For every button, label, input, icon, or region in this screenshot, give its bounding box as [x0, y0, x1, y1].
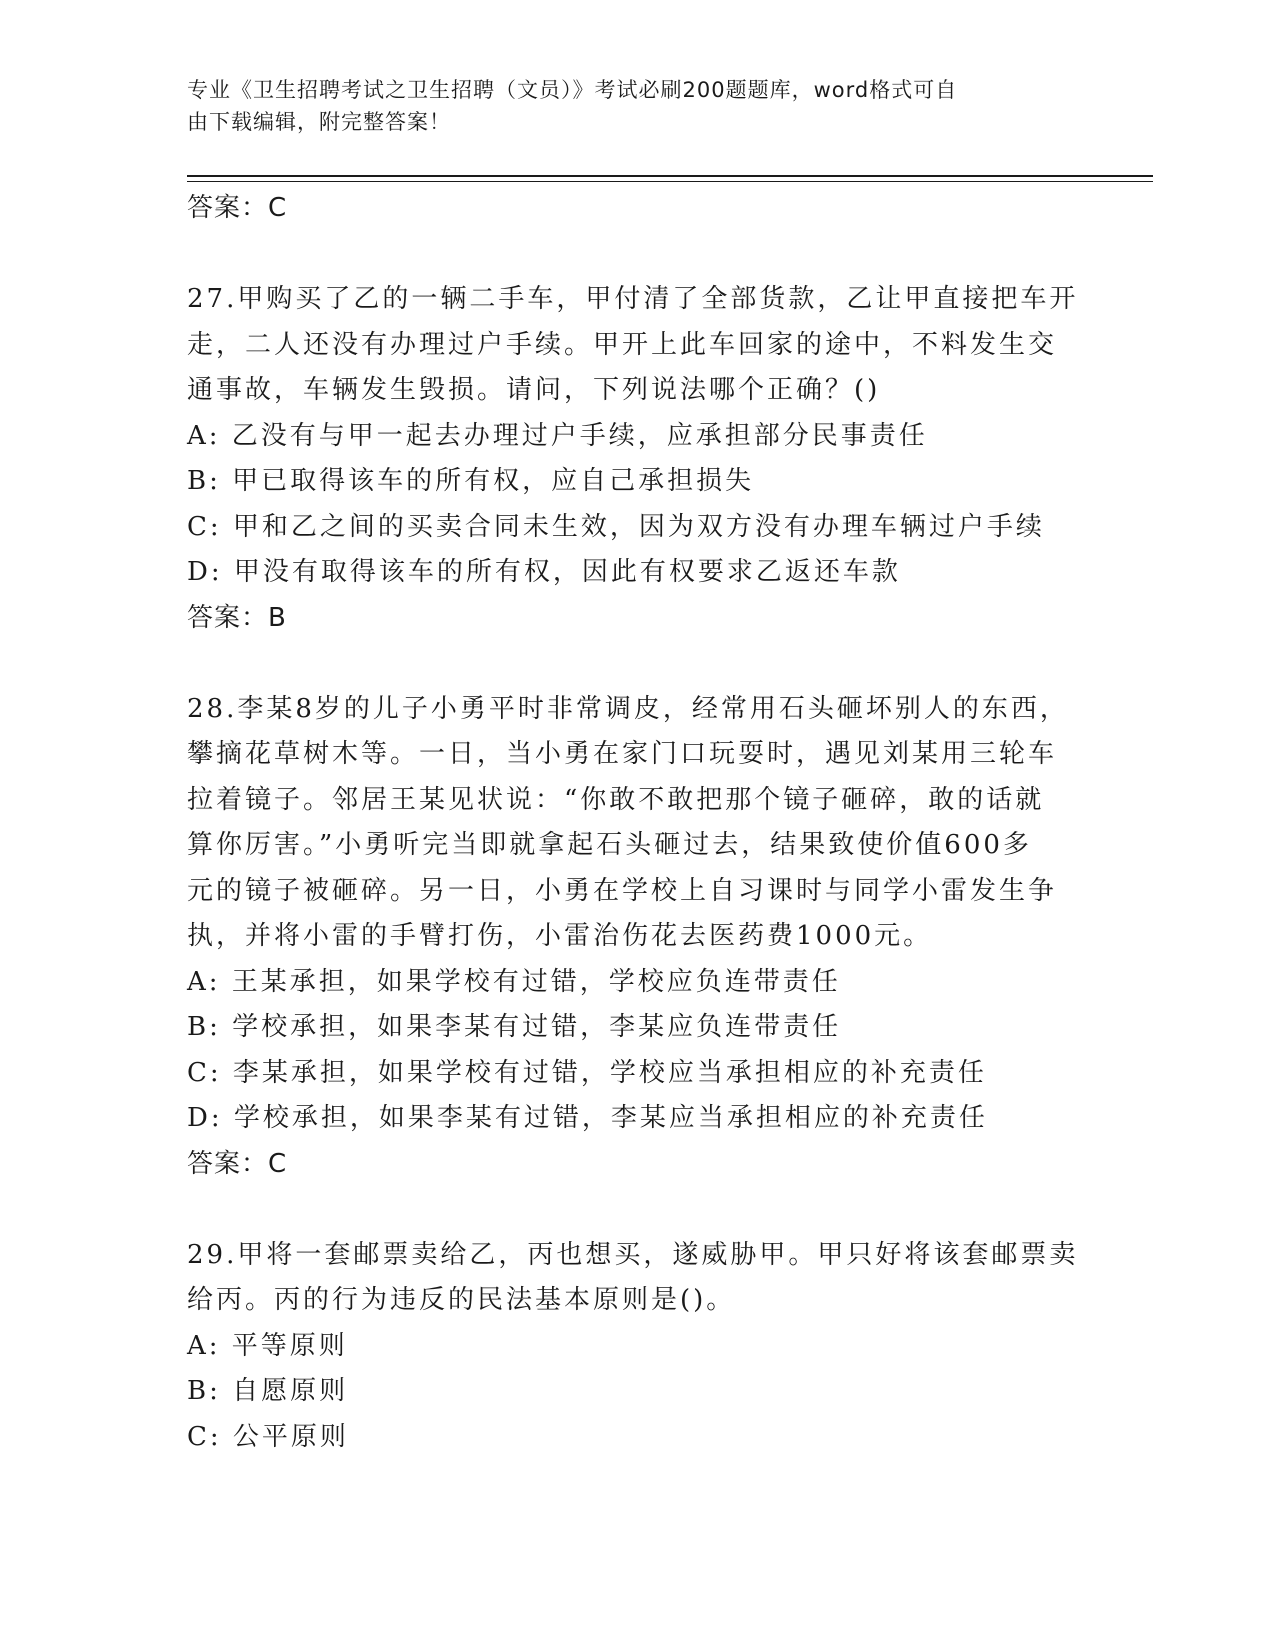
- option-a: A: 乙没有与甲一起去办理过户手续，应承担部分民事责任: [187, 420, 928, 451]
- answer-line: 答案：B: [187, 602, 287, 633]
- option-b: B: 自愿原则: [187, 1376, 349, 1406]
- option-d: D: 甲没有取得该车的所有权，因此有权要求乙返还车款: [187, 557, 901, 587]
- spacer: [187, 641, 1087, 687]
- answer-line: 答案：C: [187, 193, 288, 223]
- question-29: [187, 1233, 1087, 1461]
- question-list: [187, 186, 1087, 1460]
- answer-line: 答案：C: [187, 1148, 288, 1179]
- option-c: C: 公平原则: [187, 1421, 349, 1452]
- option-a: A: 王某承担，如果学校有过错，学校应负连带责任: [187, 966, 841, 997]
- question-stem-line: 给丙。丙的行为违反的民法基本原则是()。: [187, 1285, 736, 1315]
- header-rule: [187, 175, 1153, 177]
- option-b: B: 甲已取得该车的所有权，应自己承担损失: [187, 466, 755, 496]
- spacer: [187, 1187, 1087, 1233]
- header-rule-thin: [187, 181, 1153, 182]
- question-27: [187, 277, 1087, 641]
- header-line: 专业《卫生招聘考试之卫生招聘（文员）》考试必刷200题题库，word格式可自: [187, 78, 958, 102]
- question-stem-line: 走，二人还没有办理过户手续。甲开上此车回家的途中，不料发生交: [187, 329, 1058, 360]
- question-stem-line: 攀摘花草树木等。一日，当小勇在家门口玩耍时，遇见刘某用三轮车: [187, 739, 1058, 769]
- question-stem-line: 算你厉害。”小勇听完当即就拿起石头砸过去，结果致使价值600多: [187, 830, 1032, 860]
- option-a: A: 平等原则: [187, 1330, 348, 1361]
- header-line: 由下载编辑，附完整答案！: [187, 110, 451, 134]
- option-d: D: 学校承担，如果李某有过错，李某应当承担相应的补充责任: [187, 1103, 988, 1133]
- option-c: C: 李某承担，如果学校有过错，学校应当承担相应的补充责任: [187, 1057, 987, 1088]
- question-stem-line: 28.李某8岁的儿子小勇平时非常调皮，经常用石头砸坏别人的东西，: [187, 693, 1069, 724]
- option-c: C: 甲和乙之间的买卖合同未生效，因为双方没有办理车辆过户手续: [187, 511, 1045, 542]
- question-stem-line: 通事故，车辆发生毁损。请问，下列说法哪个正确？(): [187, 375, 881, 405]
- question-stem-line: 拉着镜子。邻居王某见状说：“你敢不敢把那个镜子砸碎，敢的话就: [187, 784, 1045, 815]
- spacer: [187, 232, 1087, 278]
- question-stem-line: 元的镜子被砸碎。另一日，小勇在学校上自习课时与同学小雷发生争: [187, 875, 1058, 906]
- document-header: [187, 74, 1067, 138]
- question-28: [187, 687, 1087, 1188]
- question-stem-line: 29.甲将一套邮票卖给乙，丙也想买，遂威胁甲。甲只好将该套邮票卖: [187, 1239, 1079, 1270]
- question-stem-line: 27.甲购买了乙的一辆二手车，甲付清了全部货款，乙让甲直接把车开: [187, 284, 1079, 314]
- question-stem-line: 执，并将小雷的手臂打伤，小雷治伤花去医药费1000元。: [187, 921, 933, 951]
- option-b: B: 学校承担，如果李某有过错，李某应负连带责任: [187, 1012, 842, 1042]
